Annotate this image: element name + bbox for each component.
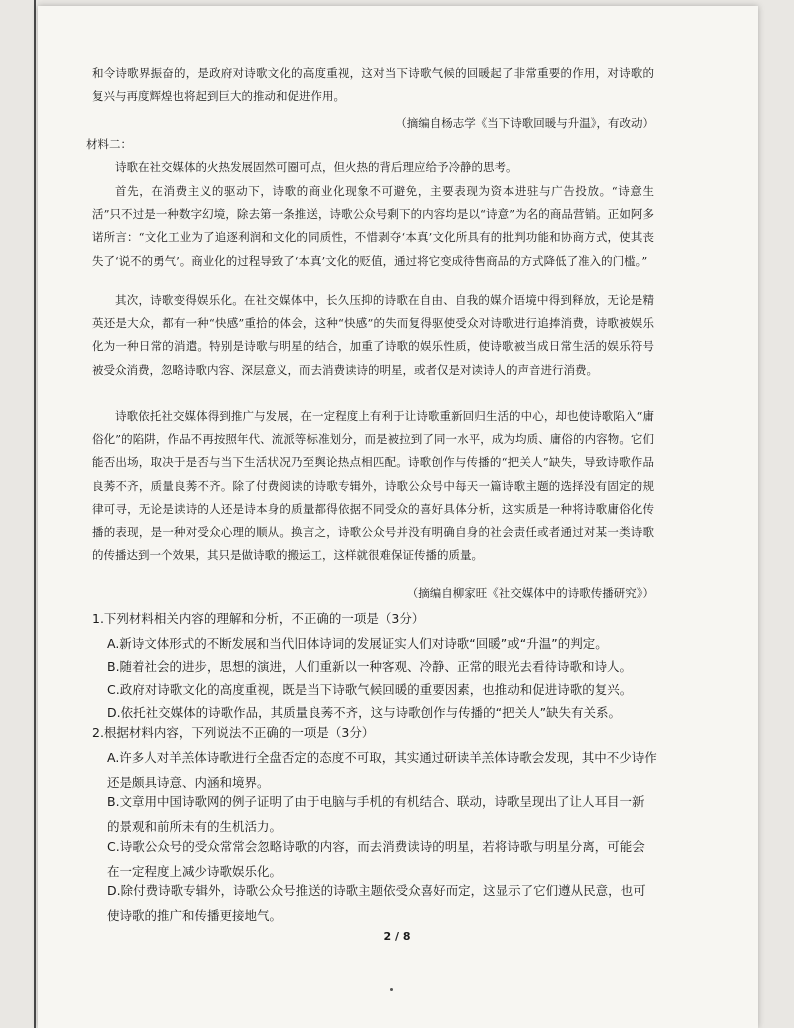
question-2-option-c[interactable]: C.诗歌公众号的受众常常会忽略诗歌的内容，而去消费读诗的明星，若将诗歌与明星分离，可能会在一定程度上减少诗歌娱乐化。 <box>107 839 645 879</box>
material2-paragraph-3: 其次，诗歌变得娱乐化。在社交媒体中，长久压抑的诗歌在自由、自我的媒介语境中得到释放，无论是精英还是大众，都有一种“快感”重拾的体会，这种“快感”的失而复得驱使受众对诗歌进行追捧消费，诗歌被娱乐化为一种日常的消遣。特别是诗歌与明星的结合，加重了诗歌的娱乐性质，使诗歌被当成日常生活的娱乐符号被受众消费，忽略诗歌内容、深层意义，而去消费读诗的明星，或者仅是对读诗人的声音进行消费。 <box>92 293 654 377</box>
material2-paragraph-4: 诗歌依托社交媒体得到推广与发展，在一定程度上有利于让诗歌重新回归生活的中心，却也使诗歌陷入“庸俗化”的陷阱，作品不再按照年代、流派等标准划分，而是被拉到了同一水平，成为均质、庸俗的内容物。它们能否出场，取决于是否与当下生活状况乃至舆论热点相匹配。诗歌创作与传播的“把关人”缺失，导致诗歌作品良莠不齐，质量良莠不齐。除了付费阅读的诗歌专辑外，诗歌公众号中每天一篇诗歌主题的选择没有固定的规律可寻，无论是读诗的人还是诗本身的质量都得依据不同受众的喜好具体分析，这实质是一种将诗歌庸俗化传播的表现，是一种对受众心理的顺从。换言之，诗歌公众号并没有明确自身的社会责任或者通过对某一类诗歌的传播达到一个效果，其只是做诗歌的搬运工，这样就很难保证传播的质量。 <box>92 409 654 563</box>
page-number: 2 / 8 <box>383 930 411 943</box>
material1-tail: 和令诗歌界振奋的，是政府对诗歌文化的高度重视，这对当下诗歌气候的回暖起了非常重要的作用，对诗歌的复兴与再度辉煌也将起到巨大的推动和促进作用。 <box>92 66 654 104</box>
material2-paragraph-1: 诗歌在社交媒体的火热发展固然可圈可点，但火热的背后理应给予冷静的思考。 <box>115 160 518 174</box>
scan-edge-line <box>34 0 36 1028</box>
material1-source: （摘编自杨志学《当下诗歌回暖与升温》，有改动） <box>395 116 654 130</box>
scan-speck <box>390 988 393 991</box>
question-1-option-b[interactable]: B.随着社会的进步，思想的演进，人们重新以一种客观、冷静、正常的眼光去看待诗歌和诗人。 <box>107 659 633 674</box>
question-1-option-c[interactable]: C.政府对诗歌文化的高度重视，既是当下诗歌气候回暖的重要因素，也推动和促进诗歌的复兴。 <box>107 682 633 697</box>
question-1-option-d[interactable]: D.依托社交媒体的诗歌作品，其质量良莠不齐，这与诗歌创作与传播的“把关人”缺失有关系。 <box>107 705 622 720</box>
question-2-option-d[interactable]: D.除付费诗歌专辑外，诗歌公众号推送的诗歌主题依受众喜好而定，这显示了它们遵从民意，也可使诗歌的推广和传播更接地气。 <box>107 883 646 923</box>
question-2-option-b[interactable]: B.文章用中国诗歌网的例子证明了由于电脑与手机的有机结合、联动，诗歌呈现出了让人耳目一新的景观和前所未有的生机活力。 <box>107 794 645 834</box>
material2-paragraph-2: 首先，在消费主义的驱动下，诗歌的商业化现象不可避免，主要表现为资本进驻与广告投放。“诗意生活”只不过是一种数字幻境，除去第一条推送，诗歌公众号剩下的内容均是以“诗意”为名的商品营销。正如阿多诺所言：“文化工业为了追逐利润和文化的同质性，不惜剥夺‘本真’文化所具有的批判功能和协商方式，使其丧失了‘说不的勇气’。商业化的过程导致了‘本真’文化的贬值，通过将它变成待售商品的方式降低了准入的门槛。” <box>92 184 654 268</box>
material2-label: 材料二： <box>86 137 132 151</box>
question-2-option-a[interactable]: A.许多人对羊羔体诗歌进行全盘否定的态度不可取，其实通过研读羊羔体诗歌会发现，其中不少诗作还是颇具诗意、内涵和境界。 <box>107 750 657 790</box>
material2-source: （摘编自柳家旺《社交媒体中的诗歌传播研究》） <box>406 586 654 600</box>
question-1-stem: 1.下列材料相关内容的理解和分析，不正确的一项是（3分） <box>92 611 425 626</box>
question-1-option-a[interactable]: A.新诗文体形式的不断发展和当代旧体诗词的发展证实人们对诗歌“回暖”或“升温”的判定。 <box>107 636 608 651</box>
question-2-stem: 2.根据材料内容，下列说法不正确的一项是（3分） <box>92 725 375 740</box>
